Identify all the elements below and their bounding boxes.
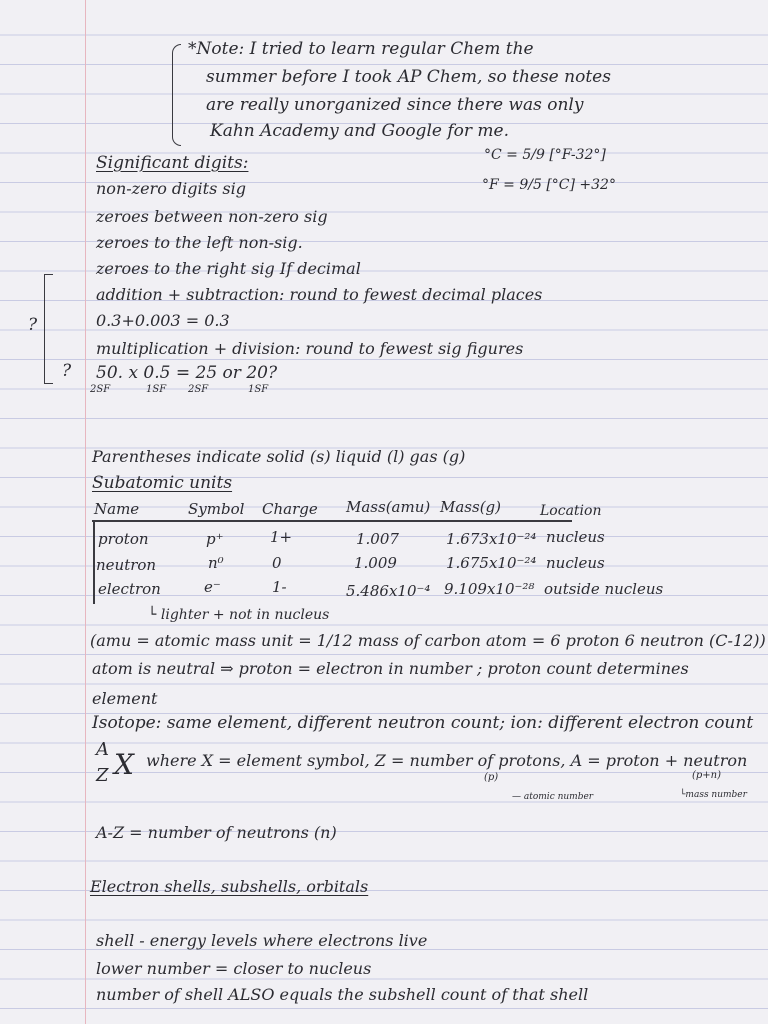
- isotope-definition: where X = element symbol, Z = number of protons, A = proton + neutron: [146, 751, 748, 770]
- question-mark-1: ?: [28, 315, 38, 335]
- mass-number-label: [680, 790, 747, 800]
- states-of-matter: Parentheses indicate solid (s) liquid (l) gas (g): [92, 447, 466, 466]
- neutron-count-formula: A-Z = number of neutrons (n): [96, 823, 337, 842]
- col-header-mass-amu: Mass(amu): [346, 498, 431, 516]
- sig-rule-6: 0.3+0.003 = 0.3: [96, 311, 230, 330]
- question-mark-2: ?: [62, 361, 72, 381]
- row-electron-mass-amu: 5.486x10⁻⁴: [346, 582, 431, 600]
- mass-number-text: mass number: [685, 790, 747, 800]
- subatomic-heading: Subatomic units: [92, 473, 233, 493]
- row-neutron-mass-amu: 1.009: [354, 554, 397, 572]
- note-line-1: *Note: I tried to learn regular Chem the: [188, 39, 534, 59]
- row-proton-mass-g: 1.673x10⁻²⁴: [446, 530, 537, 548]
- row-electron-name: electron: [98, 580, 161, 598]
- row-neutron-symbol: n⁰: [208, 554, 224, 572]
- row-neutron-location: nucleus: [546, 554, 605, 572]
- electron-note: [148, 606, 329, 624]
- note-line-3: are really unorganized since there was only: [206, 95, 584, 115]
- table-left-rule: [93, 520, 95, 604]
- isotope-ion-note: Isotope: same element, different neutron count; ion: different electron count: [92, 713, 754, 733]
- note-bracket: [172, 44, 181, 146]
- dash-mark: —: [512, 792, 524, 802]
- row-proton-mass-amu: 1.007: [356, 530, 399, 548]
- mass-number-symbol: A: [96, 739, 109, 760]
- sf-annotation-1: 2SF: [90, 384, 111, 395]
- note-line-4: Kahn Academy and Google for me.: [210, 121, 509, 141]
- col-header-symbol: Symbol: [188, 500, 245, 518]
- table-header-rule: [92, 520, 572, 522]
- sig-figs-heading: Significant digits:: [96, 153, 249, 173]
- row-proton-symbol: p⁺: [206, 530, 224, 548]
- fahrenheit-formula: °F = 9/5 [°C] +32°: [482, 177, 616, 193]
- col-header-charge: Charge: [262, 500, 318, 518]
- sf-annotation-2: 1SF: [146, 384, 167, 395]
- atomic-number-text: atomic number: [523, 792, 594, 802]
- electron-note-text: lighter + not in nucleus: [160, 607, 330, 623]
- row-proton-name: proton: [98, 530, 149, 548]
- row-proton-location: nucleus: [546, 528, 605, 546]
- sf-annotation-3: 2SF: [188, 384, 209, 395]
- atomic-number-label: [512, 792, 593, 802]
- col-header-location: Location: [540, 503, 602, 519]
- celsius-formula: °C = 5/9 [°F-32°]: [484, 147, 606, 163]
- sig-rule-1: non-zero digits sig: [96, 179, 246, 198]
- p-annotation: (p): [484, 772, 499, 783]
- note-line-2: summer before I took AP Chem, so these notes: [206, 67, 611, 87]
- sig-rule-3: zeroes to the left non-sig.: [96, 233, 303, 252]
- atomic-number-symbol: Z: [96, 765, 109, 786]
- col-header-name: Name: [94, 500, 140, 518]
- row-neutron-mass-g: 1.675x10⁻²⁴: [446, 554, 537, 572]
- shell-line-2: lower number = closer to nucleus: [96, 959, 372, 978]
- sig-rule-2: zeroes between non-zero sig: [96, 207, 328, 226]
- row-proton-charge: 1+: [270, 528, 293, 546]
- margin-line: [85, 0, 86, 1024]
- question-bracket: [44, 274, 53, 384]
- shell-line-1: shell - energy levels where electrons live: [96, 931, 428, 950]
- row-electron-mass-g: 9.109x10⁻²⁸: [444, 580, 535, 598]
- amu-definition: (amu = atomic mass unit = 1/12 mass of carbon atom = 6 proton 6 neutron (C-12)): [90, 631, 766, 650]
- hook-mark: └: [680, 790, 686, 800]
- sig-rule-8: 50. x 0.5 = 25 or 20?: [96, 363, 278, 383]
- sig-rule-4: zeroes to the right sig If decimal: [96, 259, 361, 278]
- col-header-mass-g: Mass(g): [440, 498, 502, 516]
- sig-rule-7: multiplication + division: round to fewest sig figures: [96, 339, 524, 358]
- element-symbol-x: X: [114, 748, 134, 781]
- row-electron-charge: 1-: [272, 578, 287, 596]
- shells-heading: Electron shells, subshells, orbitals: [90, 877, 369, 896]
- shell-line-3: number of shell ALSO equals the subshell count of that shell: [96, 985, 589, 1004]
- element-word: element: [92, 689, 158, 708]
- row-neutron-charge: 0: [272, 554, 282, 572]
- row-electron-location: outside nucleus: [544, 580, 664, 598]
- neutral-atom-note: atom is neutral ⇒ proton = electron in number ; proton count determines: [92, 659, 689, 678]
- pn-annotation: (p+n): [692, 770, 722, 781]
- row-neutron-name: neutron: [96, 556, 157, 574]
- sf-annotation-4: 1SF: [248, 384, 269, 395]
- curve-mark: └: [148, 607, 157, 623]
- sig-rule-5: addition + subtraction: round to fewest decimal places: [96, 285, 543, 304]
- row-electron-symbol: e⁻: [204, 578, 221, 596]
